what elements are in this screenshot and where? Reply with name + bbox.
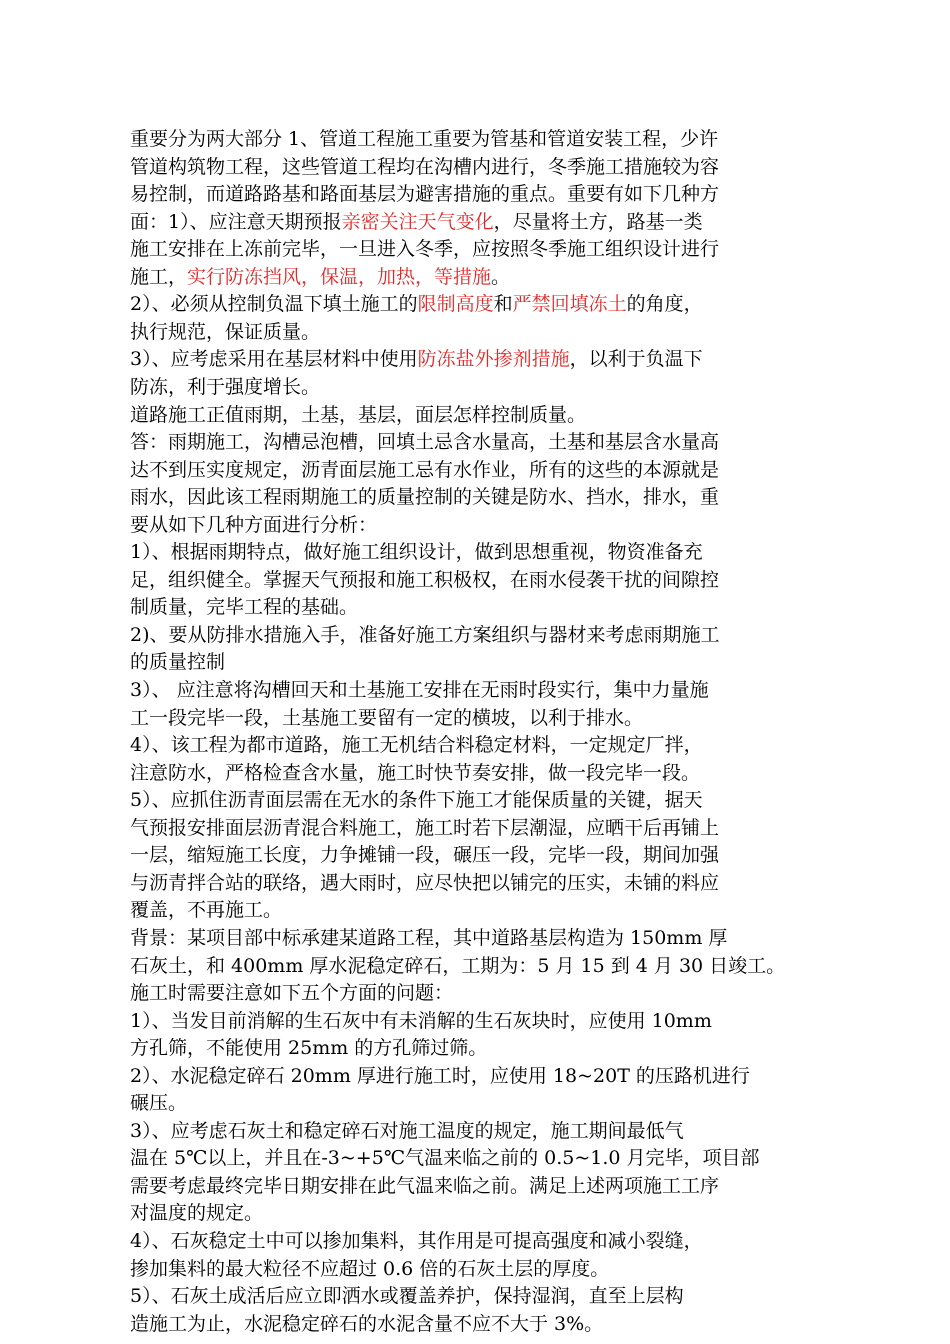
highlighted-text: 防冻盐外掺剂措施	[417, 348, 570, 371]
text-segment: 覆盖，不再施工。	[130, 899, 283, 922]
text-segment: 2)、要从防排水措施入手，准备好施工方案组织与器材来考虑雨期施工	[130, 623, 720, 646]
text-segment: 。	[491, 265, 511, 288]
text-line	[130, 1200, 263, 1226]
highlighted-text: 实行防冻挡风，保温，加热，等措施	[187, 265, 492, 288]
text-line	[130, 1311, 603, 1337]
text-segment: 气预报安排面层沥青混合料施工，施工时若下层潮湿，应晒干后再铺上	[130, 816, 720, 839]
text-line	[130, 649, 225, 675]
text-segment: 3）、 应注意将沟槽回天和土基施工安排在无雨时段实行，集中力量施	[130, 679, 709, 701]
text-line	[130, 732, 703, 758]
text-line	[130, 1035, 487, 1061]
text-line	[130, 705, 643, 731]
text-segment: 方孔筛，不能使用 25mm 的方孔筛过筛。	[130, 1037, 488, 1060]
text-line	[130, 457, 719, 483]
text-line	[130, 1228, 703, 1254]
text-line	[130, 319, 320, 345]
text-segment: 3）、应考虑石灰土和稳定碎石对施工温度的规定，施工期间最低气	[130, 1119, 684, 1142]
text-line	[130, 567, 719, 593]
text-line	[130, 1118, 684, 1144]
text-segment: ，尽量将土方，路基一类	[493, 210, 703, 233]
text-segment: 5）、应抓住沥青面层需在无水的条件下施工才能保质量的关键，据天	[130, 789, 703, 812]
text-segment: 和	[493, 293, 513, 316]
highlighted-text: 限制高度	[417, 293, 494, 316]
text-line	[130, 1090, 187, 1116]
text-line	[130, 236, 719, 262]
text-segment: 的角度，	[626, 293, 703, 316]
text-segment: 掺加集料的最大粒径不应超过 0.6 倍的石灰土层的厚度。	[130, 1257, 610, 1280]
text-segment: 执行规范，保证质量。	[130, 320, 321, 343]
text-segment: 温在 5℃以上，并且在-3~+5℃气温来临之前的 0.5~1.0 月完毕，项目部	[130, 1147, 760, 1170]
text-line	[130, 760, 700, 786]
text-segment: 背景：某项目部中标承建某道路工程，其中道路基层构造为 150mm 厚	[130, 926, 728, 949]
text-line	[130, 402, 586, 428]
text-line	[130, 842, 719, 868]
text-line	[130, 539, 703, 565]
text-line	[130, 1008, 712, 1034]
text-segment: 的质量控制	[130, 651, 226, 674]
text-line	[130, 264, 510, 290]
text-line	[130, 181, 719, 207]
text-segment: 需要考虑最终完毕日期安排在此气温来临之前。满足上述两项施工工序	[130, 1174, 720, 1197]
text-segment: 4）、石灰稳定土中可以掺加集料，其作用是可提高强度和减小裂缝，	[130, 1230, 703, 1252]
highlighted-text: 严禁回填冻土	[512, 293, 627, 316]
text-segment: 2）、水泥稳定碎石 20mm 厚进行施工时，应使用 18~20T 的压路机进行	[130, 1064, 750, 1087]
text-line	[130, 291, 703, 317]
text-segment: 1）、当发目前消解的生石灰中有未消解的生石灰块时，应使用 10mm	[130, 1009, 712, 1032]
text-line	[130, 154, 719, 180]
text-segment: 道路施工正值雨期，土基，基层，面层怎样控制质量。	[130, 403, 587, 426]
text-segment: 一层，缩短施工长度，力争摊铺一段，碾压一段，完毕一段，期间加强	[130, 844, 720, 867]
text-segment: 造施工为止，水泥稳定碎石的水泥含量不应不大于 3%。	[130, 1312, 604, 1335]
text-segment: 注意防水，严格检查含水量，施工时快节奏安排，做一段完毕一段。	[130, 761, 701, 784]
text-line	[130, 484, 719, 510]
text-segment: 1）、根据雨期特点，做好施工组织设计，做到思想重视，物资准备充	[130, 541, 703, 564]
text-segment: 答：雨期施工，沟槽忌泡槽，回填土忌含水量高，土基和基层含水量高	[130, 431, 720, 454]
text-line	[130, 925, 727, 951]
text-segment: 雨水，因此该工程雨期施工的质量控制的关键是防水、挡水，排水，重	[130, 486, 720, 509]
text-segment: 易控制，而道路路基和路面基层为避害措施的重点。重要有如下几种方	[130, 183, 720, 206]
text-segment: 4）、该工程为都市道路，施工无机结合料稳定材料，一定规定厂拌，	[130, 734, 703, 757]
text-line	[130, 346, 703, 372]
text-line	[130, 953, 785, 979]
text-segment: 施工时需要注意如下五个方面的问题：	[130, 982, 454, 1005]
text-segment: 5）、石灰土成活后应立即洒水或覆盖养护，保持湿润，直至上层构	[130, 1285, 684, 1308]
text-line	[130, 870, 719, 896]
text-line	[130, 1256, 609, 1282]
text-line	[130, 512, 377, 538]
highlighted-text: 亲密关注天气变化	[341, 210, 494, 233]
text-segment: 施工安排在上冻前完毕，一旦进入冬季，应按照冬季施工组织设计进行	[130, 238, 720, 261]
text-segment: 防冻，利于强度增长。	[130, 375, 321, 398]
text-line	[130, 622, 720, 648]
text-segment: 施工，	[130, 265, 188, 288]
text-line	[130, 1173, 719, 1199]
text-segment: 制质量，完毕工程的基础。	[130, 596, 359, 619]
text-segment: 石灰土，和 400mm 厚水泥稳定碎石，工期为：5 月 15 到 4 月 30 日竣工。	[130, 954, 786, 977]
text-segment: 2）、必须从控制负温下填土施工的	[130, 293, 418, 316]
text-line	[130, 815, 719, 841]
text-line	[130, 374, 320, 400]
text-segment: 要从如下几种方面进行分析：	[130, 513, 378, 536]
text-segment: 碾压。	[130, 1092, 188, 1115]
text-line	[130, 429, 719, 455]
text-line	[130, 787, 703, 813]
text-line	[130, 1063, 750, 1089]
text-segment: 3）、应考虑采用在基层材料中使用	[130, 348, 418, 371]
text-segment: 管道构筑物工程，这些管道工程均在沟槽内进行，冬季施工措施较为容	[130, 155, 720, 178]
text-line	[130, 1283, 684, 1309]
text-line	[130, 980, 453, 1006]
text-line	[130, 1145, 760, 1171]
text-line	[130, 209, 703, 235]
text-line	[130, 897, 282, 923]
text-segment: 与沥青拌合站的联络，遇大雨时，应尽快把以铺完的压实，未铺的料应	[130, 871, 720, 894]
text-line	[130, 677, 709, 703]
text-segment: 工一段完毕一段，土基施工要留有一定的横坡，以利于排水。	[130, 706, 644, 729]
text-segment: 面：1）、应注意天期预报	[130, 210, 342, 233]
text-segment: 重要分为两大部分 1、管道工程施工重要为管基和管道安装工程，少许	[130, 128, 719, 150]
text-line	[130, 594, 358, 620]
text-segment: 足，组织健全。掌握天气预报和施工积极权，在雨水侵袭干扰的间隙控	[130, 568, 720, 591]
text-line	[130, 126, 718, 152]
text-segment: ，以利于负温下	[569, 348, 703, 371]
text-segment: 达不到压实度规定，沥青面层施工忌有水作业，所有的这些的本源就是	[130, 458, 720, 481]
text-segment: 对温度的规定。	[130, 1202, 264, 1225]
